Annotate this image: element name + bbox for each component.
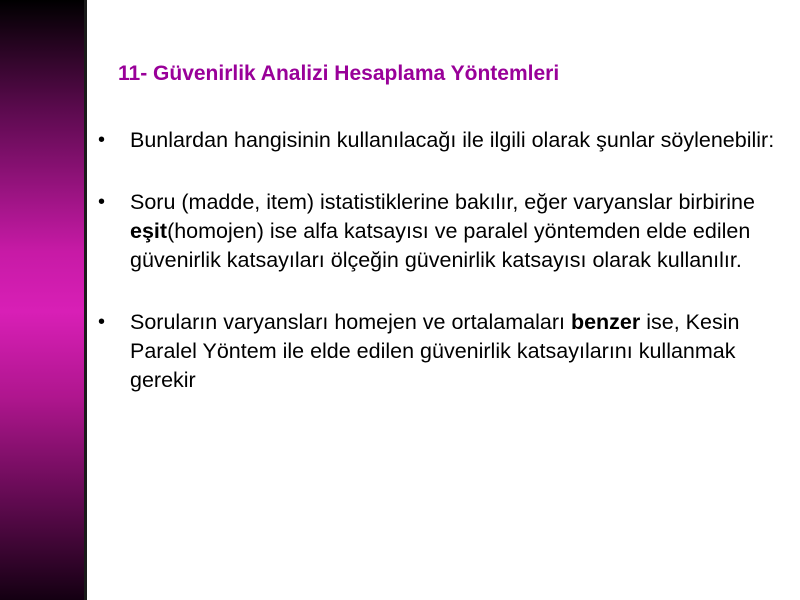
bullet-text-before: Soru (madde, item) istatistiklerine bakılır, eğer varyanslar birbirine (130, 190, 755, 214)
bullet-item (98, 188, 788, 275)
slide-title: 11- Güvenirlik Analizi Hesaplama Yöntemleri (118, 62, 560, 85)
bullet-item (98, 308, 788, 395)
bullet-emphasis: eşit (130, 219, 168, 243)
bullet-emphasis: benzer (570, 310, 641, 334)
bullet-icon: • (98, 311, 106, 333)
bullet-text-after: ise, Kesin Paralel Yöntem ile elde edilen güvenirlik katsayılarını kullanmak gerekir (130, 310, 740, 392)
bullet-text: Bunlardan hangisinin kullanılacağı ile ilgili olarak şunlar söylenebilir: (130, 128, 775, 152)
bullet-item (98, 126, 788, 155)
bullet-list (98, 126, 788, 395)
bullet-icon: • (98, 191, 106, 213)
bullet-icon: • (98, 129, 106, 151)
decorative-side-bar (0, 0, 84, 600)
bullet-text-after: (homojen) ise alfa katsayısı ve paralel yöntemden elde edilen güvenirlik katsayıları ölçeğin güvenirlik katsayısı olarak kullanılır. (130, 219, 751, 272)
side-bar-edge (84, 0, 87, 600)
bullet-text-before: Soruların varyansları homejen ve ortalamaları (130, 310, 571, 334)
